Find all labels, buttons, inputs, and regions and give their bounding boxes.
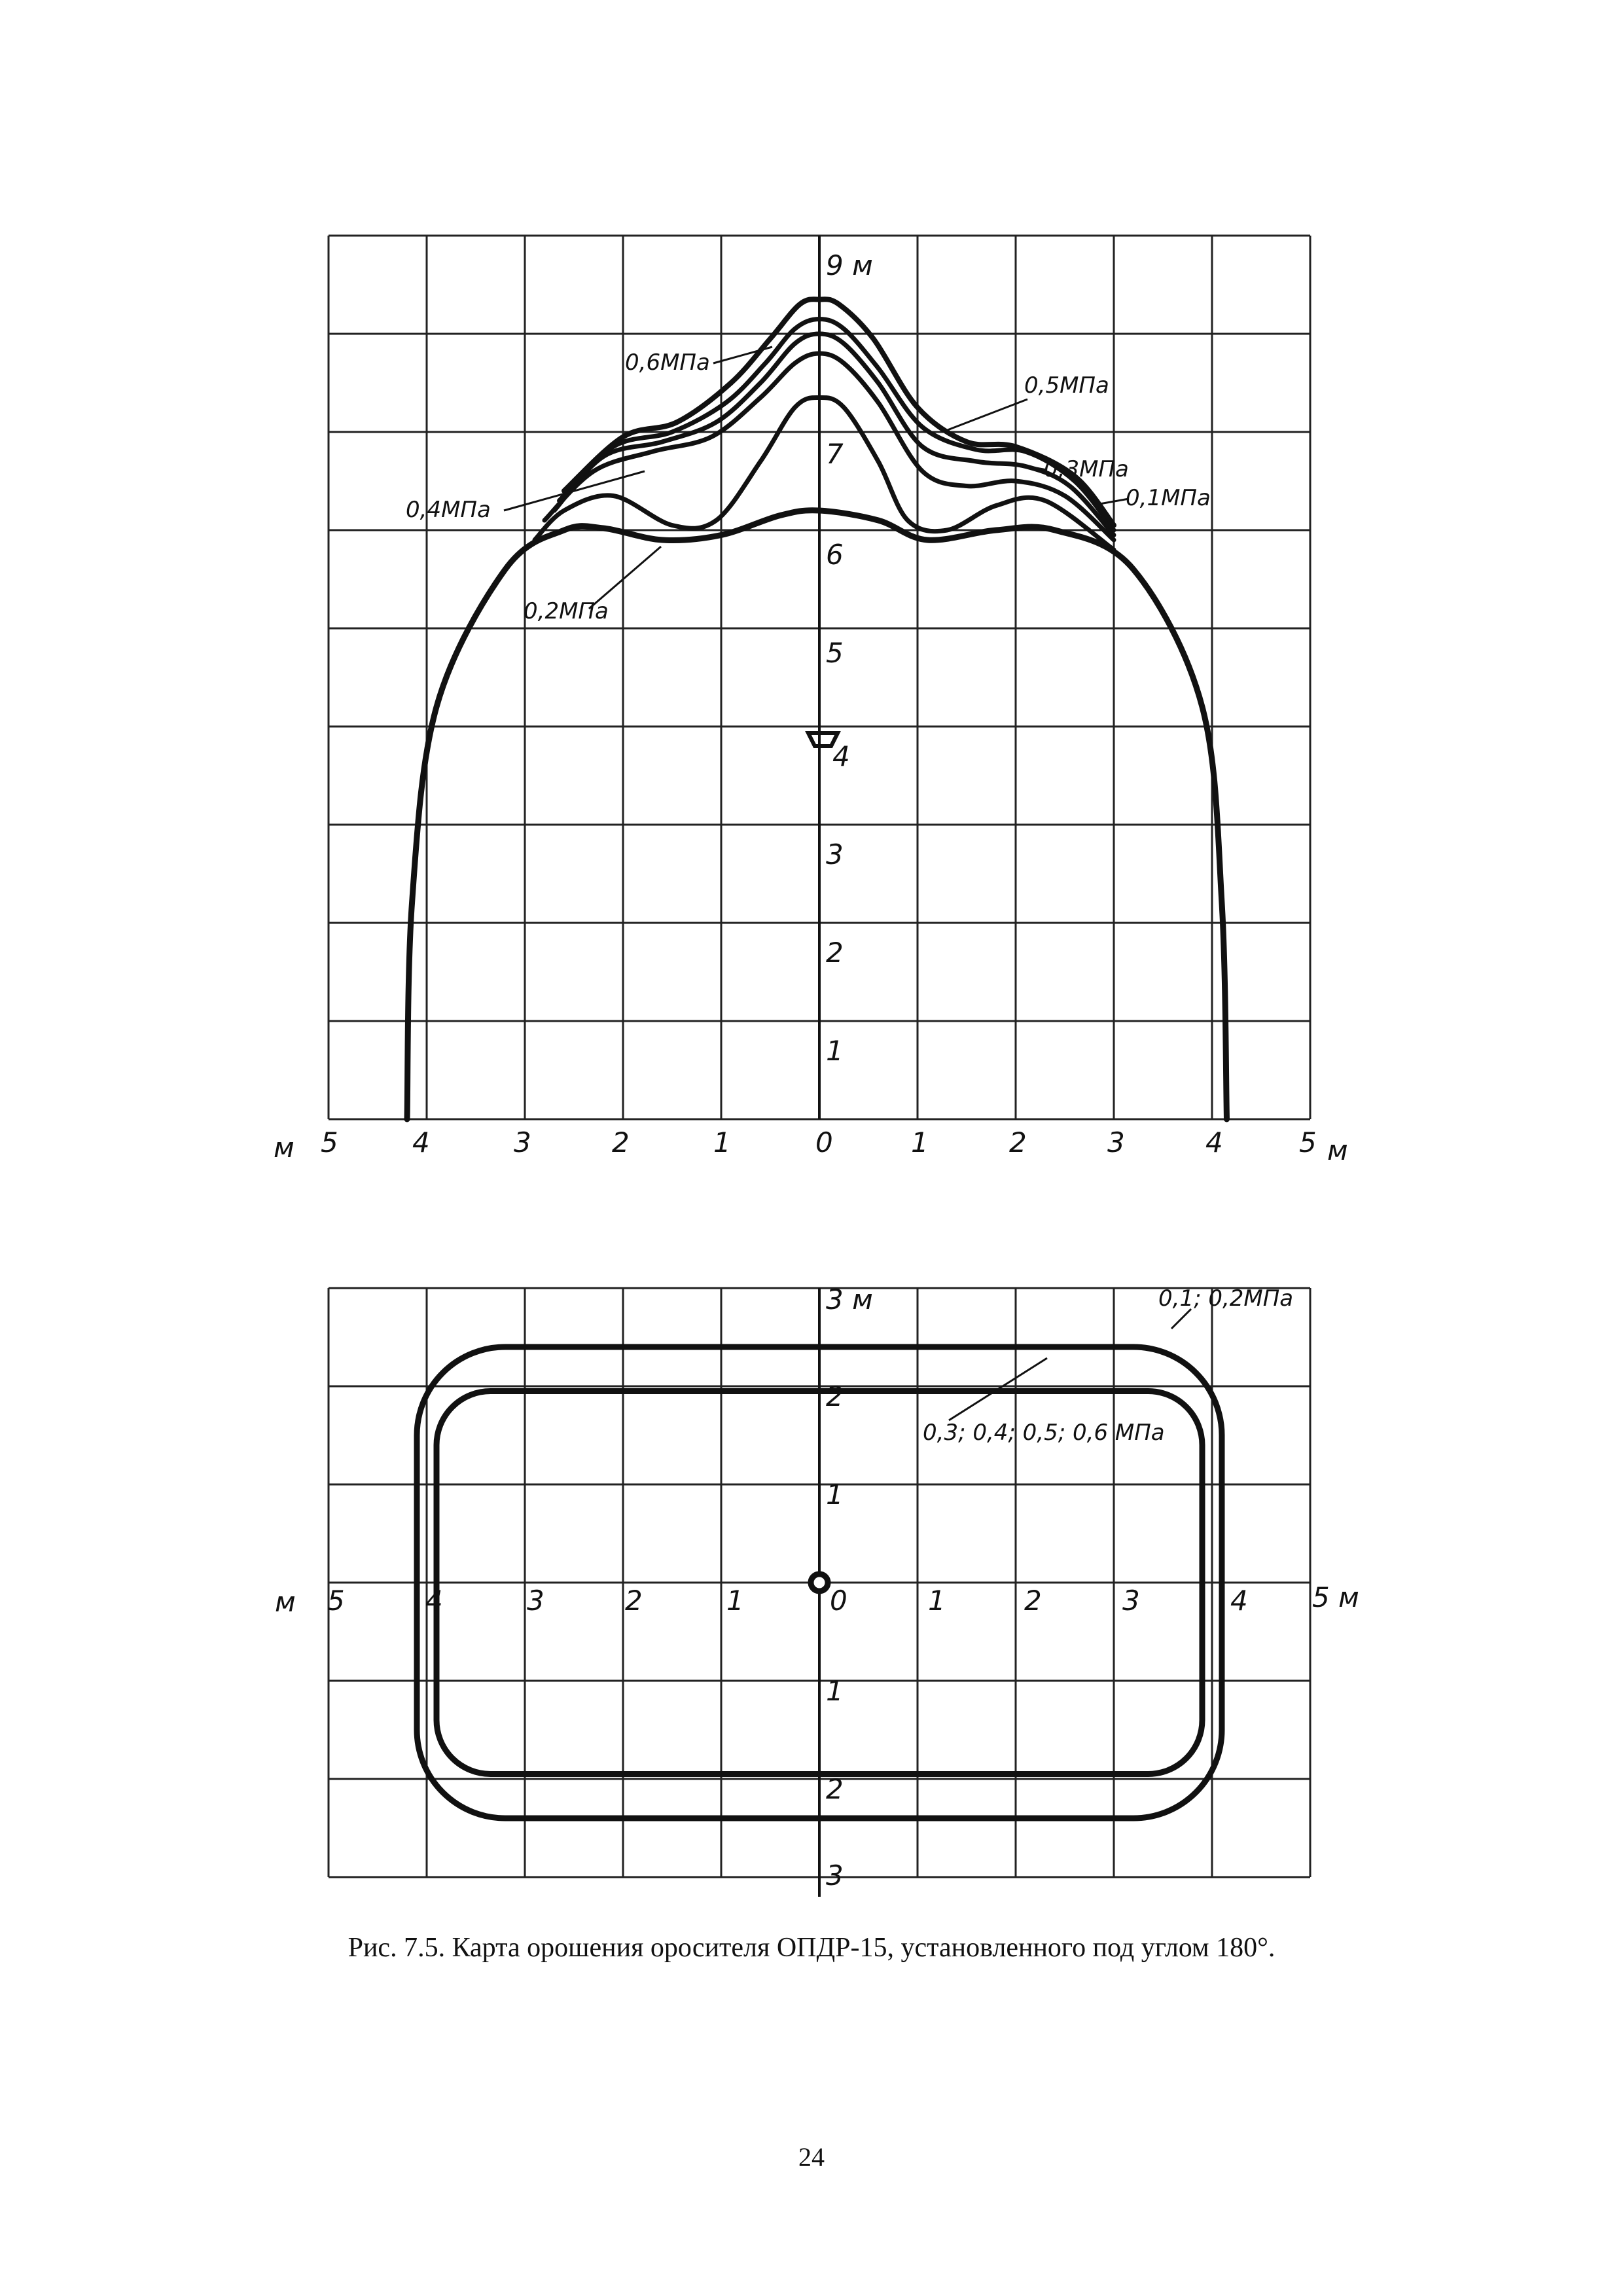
y-tick-d2: 1 xyxy=(826,1479,844,1511)
x-tick-d1: 2 xyxy=(1009,1126,1027,1158)
x-tick-d2: 2 xyxy=(625,1585,643,1617)
x-unit-left-d2: м xyxy=(275,1586,296,1618)
callout-inner: 0,3; 0,4; 0,5; 0,6 МПа xyxy=(923,1420,1165,1446)
label-0-1mpa: 0,1МПа xyxy=(1126,485,1211,511)
page-number: 24 xyxy=(798,2142,825,2172)
y-tick-d2: 3 xyxy=(826,1859,844,1892)
top-label-d2: 3 м xyxy=(826,1283,873,1316)
y-tick-d1: 5 xyxy=(826,637,844,669)
x-tick-d2: 4 xyxy=(1230,1585,1248,1617)
label-0-3mpa: 0,3МПа xyxy=(1044,456,1129,482)
x-tick-d1: 3 xyxy=(514,1126,531,1158)
x-tick-d2: 2 xyxy=(1024,1585,1042,1617)
x-tick-d1: 1 xyxy=(713,1126,731,1158)
y-tick-d1: 1 xyxy=(826,1035,844,1067)
x-tick-d2: 1 xyxy=(928,1585,946,1617)
spray-pattern-diagram xyxy=(274,236,1348,1166)
pressure-curves xyxy=(407,299,1227,1119)
plan-view-diagram xyxy=(275,1283,1359,1897)
y-tick-d1: 4 xyxy=(832,740,850,772)
x-tick-d1: 3 xyxy=(1107,1126,1125,1158)
callout-outer: 0,1; 0,2МПа xyxy=(1158,1285,1294,1312)
x-tick-d1: 0 xyxy=(815,1126,833,1158)
x-unit-right-d2: 5 м xyxy=(1312,1581,1359,1613)
label-0-5mpa: 0,5МПа xyxy=(1024,372,1109,399)
label-0-4mpa: 0,4МПа xyxy=(406,497,491,523)
y-tick-d2: 2 xyxy=(826,1380,844,1412)
y-tick-d1: 2 xyxy=(826,937,844,969)
x-tick-d2: 4 xyxy=(425,1585,443,1617)
x-unit-right-d1: м xyxy=(1327,1134,1348,1166)
y-tick-d2: 1 xyxy=(826,1675,844,1707)
y-tick-d1: 7 xyxy=(826,438,844,470)
x-tick-d2: 5 xyxy=(327,1585,345,1617)
x-unit-left-d1: м xyxy=(274,1132,294,1164)
x-tick-d1: 4 xyxy=(1205,1126,1223,1158)
x-tick-d1: 4 xyxy=(412,1126,430,1158)
label-0-6mpa: 0,6МПа xyxy=(625,350,710,376)
x-tick-d1: 5 xyxy=(1299,1126,1317,1158)
x-tick-d2: 0 xyxy=(830,1585,847,1617)
label-0-2mpa: 0,2МПа xyxy=(524,598,609,624)
x-tick-d1: 1 xyxy=(911,1126,929,1158)
x-tick-d2: 3 xyxy=(527,1585,544,1617)
y-tick-d1: 6 xyxy=(826,539,844,571)
top-label-d1: 9 м xyxy=(826,249,873,281)
spray-pattern-grid xyxy=(329,236,1310,1119)
y-tick-d1: 3 xyxy=(826,838,844,870)
sprinkler-position-icon xyxy=(811,1574,828,1591)
x-tick-d1: 2 xyxy=(612,1126,630,1158)
y-tick-d2: 2 xyxy=(826,1773,844,1805)
x-tick-d1: 5 xyxy=(321,1126,338,1158)
figure-caption: Рис. 7.5. Карта орошения оросителя ОПДР-15, установленного под углом 180°. xyxy=(348,1933,1275,1963)
x-tick-d2: 1 xyxy=(726,1585,744,1617)
x-tick-d2: 3 xyxy=(1122,1585,1140,1617)
